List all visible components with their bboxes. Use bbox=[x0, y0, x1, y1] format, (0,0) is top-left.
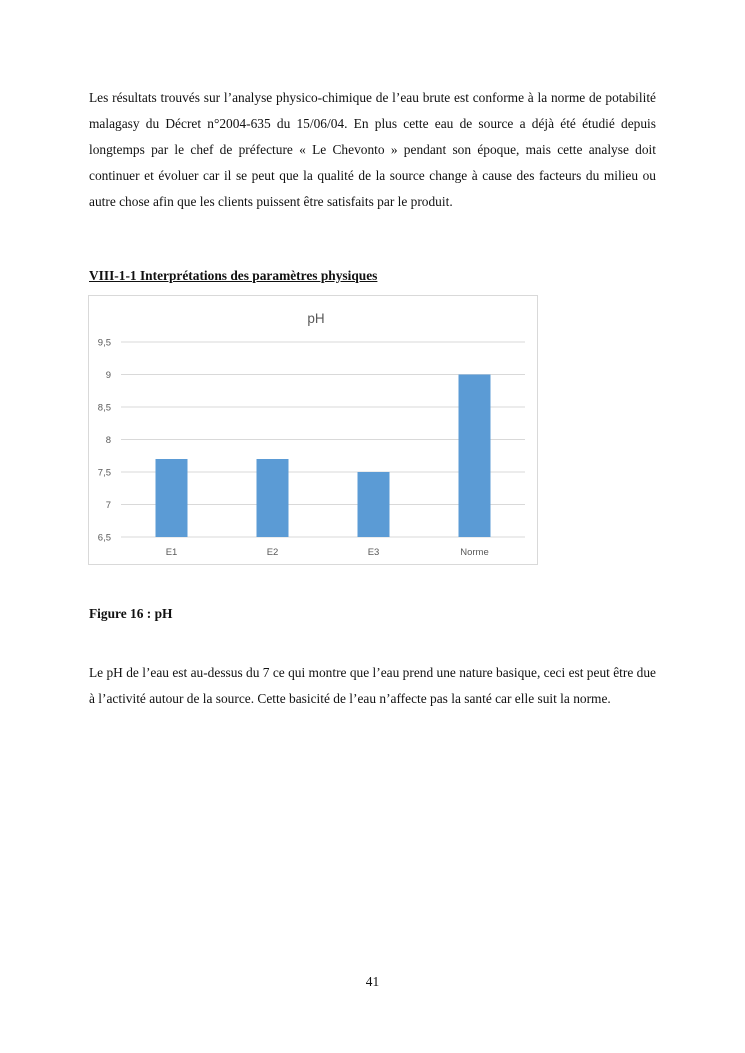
figure-caption: Figure 16 : pH bbox=[89, 606, 173, 621]
intro-paragraph: Les résultats trouvés sur l’analyse physico-chimique de l’eau brute est conforme à la norme de potabilité malagasy du Décret n°2004-635 du 15/06/04. En plus cette eau de source a déjà été étudié depuis longtemps par le chef de préfecture « Le Chevonto » pendant son époque, mais cette analyse doit continuer et évoluer car il se peut que la qualité de la source change à cause des facteurs du milieu ou autre chose afin que les clients puissent être satisfaits par le produit. bbox=[89, 90, 656, 209]
x-tick-label: Norme bbox=[460, 547, 489, 558]
chart-title: pH bbox=[307, 311, 325, 326]
y-tick-label: 6,5 bbox=[97, 532, 111, 544]
section-heading: VIII-1-1 Interprétations des paramètres physiques bbox=[89, 268, 378, 283]
bar-e3 bbox=[358, 472, 390, 537]
ph-interpretation-paragraph: Le pH de l’eau est au-dessus du 7 ce qui montre que l’eau prend une nature basique, ceci est peut être due à l’activité autour de la source. Cette basicité de l’eau n’affecte pas la santé car elle suit la norme. bbox=[89, 665, 656, 706]
y-tick-label: 8 bbox=[105, 435, 111, 446]
y-tick-label: 9 bbox=[105, 370, 111, 381]
chart-bars bbox=[156, 375, 491, 538]
chart-x-axis bbox=[166, 547, 489, 558]
ph-chart-svg bbox=[89, 296, 539, 566]
x-tick-label: E1 bbox=[165, 547, 178, 558]
y-tick-label: 7,5 bbox=[97, 467, 111, 479]
y-tick-label: 7 bbox=[105, 500, 111, 511]
chart-y-axis bbox=[98, 338, 111, 544]
bar-e1 bbox=[156, 459, 188, 537]
bar-norme bbox=[459, 375, 491, 538]
ph-chart bbox=[88, 295, 538, 565]
x-tick-label: E2 bbox=[266, 547, 279, 558]
y-tick-label: 9,5 bbox=[97, 337, 111, 349]
page-number: 41 bbox=[365, 974, 380, 989]
x-tick-label: E3 bbox=[367, 547, 380, 558]
y-tick-label: 8,5 bbox=[97, 402, 111, 414]
bar-e2 bbox=[257, 459, 289, 537]
